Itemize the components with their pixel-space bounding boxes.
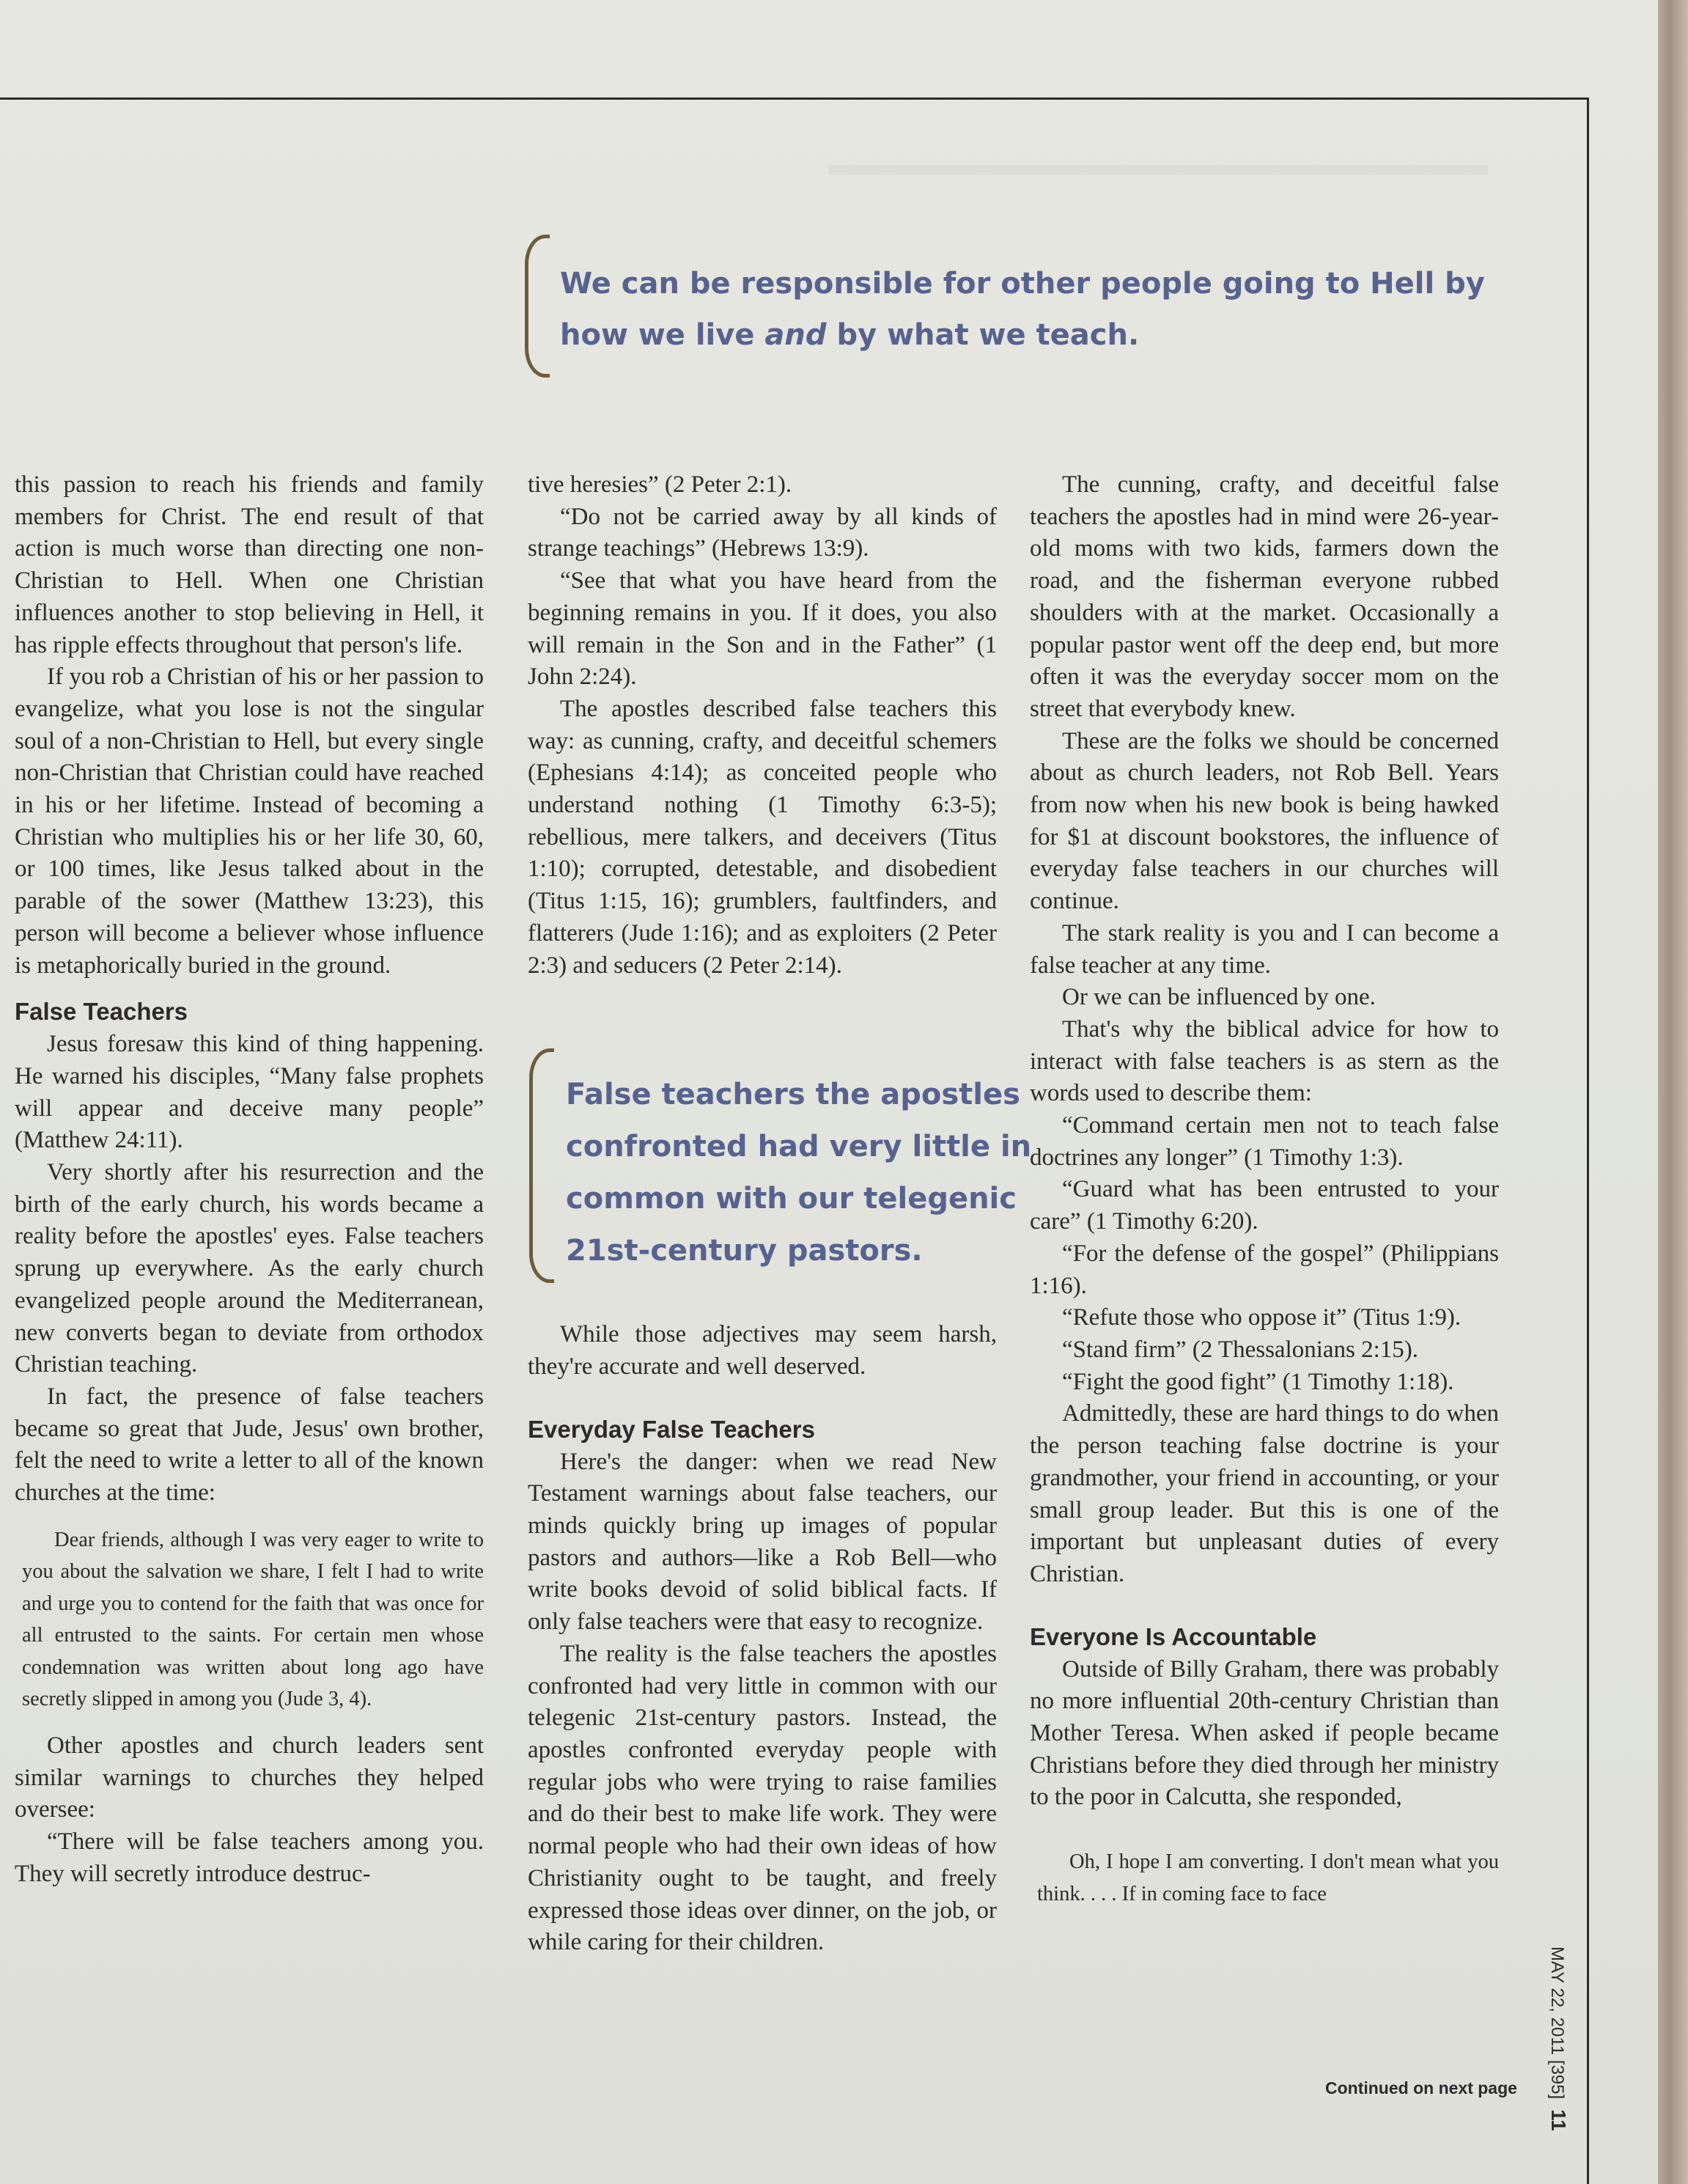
block-quote: Oh, I hope I am converting. I don't mean what you think. . . . If in coming face to face [1037,1850,1499,1905]
folio [1547,1946,1570,2131]
paragraph: “Stand firm” (2 Thessalonians 2:15). [1062,1336,1419,1363]
section-heading: Everyone Is Accountable [1030,1622,1317,1650]
paragraph: The reality is the false teachers the apostles confronted had very little in common with our telegenic 21st-century pastors. Instead, the apostles confronted everyday people with regular jobs who were trying to raise families and do their best to make life work. They were normal people who had their own ideas of how Christianity ought to be taught, and freely expressed those ideas over dinner, on the job, or while caring for their children. [528,1640,997,1956]
paragraph: Outside of Billy Graham, there was probably no more influential 20th-century Christian than Mother Teresa. When asked if people became Christians before they died through her ministry to the poor in Calcutta, she responded, [1030,1655,1499,1811]
paragraph: “Fight the good fight” (1 Timothy 1:18). [1062,1368,1454,1395]
paragraph: These are the folks we should be concerned about as church leaders, not Rob Bell. Years from now when his new book is being hawked for $1 at discount bookstores, the influence of everyday false teachers in our churches will continue. [1030,727,1499,915]
paragraph: “See that what you have heard from the beginning remains in you. If it does, you also will remain in the Son and in the Father” (1 John 2:24). [528,567,997,691]
pull-quote-bracket-middle [529,1048,554,1283]
block-quote: Dear friends, although I was very eager to write to you about the salvation we share, I felt I had to write and urge you to contend for the faith that was once for all entrusted to the saints. For certain men whose condemnation was written about long ago have secretly slipped in among you (Jude 3, 4). [22,1528,484,1711]
paragraph: The stark reality is you and I can become a false teacher at any time. [1030,919,1499,979]
paragraph: If you rob a Christian of his or her passion to evangelize, what you lose is not the singular soul of a non-Christian to Hell, but every single non-Christian that Christian could have reached in his or her lifetime. Instead of becoming a Christian who multiplies his or her life 30, 60, or 100 times, like Jesus talked about in the parable of the sower (Matthew 13:23), this person will become a believer whose influence is metaphorically buried in the ground. [15,663,484,979]
pull-quote-middle [566,1069,1031,1277]
paragraph: Here's the danger: when we read New Testament warnings about false teachers, our minds quickly bring up images of popular pastors and authors—like a Rob Bell—who write books devoid of solid biblical facts. If only false teachers were that easy to recognize. [528,1448,997,1636]
paragraph: “Do not be carried away by all kinds of strange teachings” (Hebrews 13:9). [528,503,997,562]
pull-quote-middle-line: False teachers the apostles [566,1078,1020,1111]
paragraph: Very shortly after his resurrection and the birth of the early church, his words became a reality before the apostles' eyes. False teachers sprung up everywhere. As the early church evangelized people around the Mediterranean, new converts began to deviate from orthodox Christian teaching. [15,1159,484,1378]
folio-date: MAY 22, 2011 [395] [1547,1946,1567,2100]
pull-quote-bracket-top [525,235,550,378]
paragraph: That's why the biblical advice for how to interact with false teachers is as stern as the words used to describe them: [1030,1015,1499,1107]
paragraph: In fact, the presence of false teachers became so great that Jude, Jesus' own brother, felt the need to write a letter to all of the known churches at the time: [15,1383,484,1507]
show-through [828,165,1488,175]
pull-quote-top-line: how we live and by what we teach. [560,318,1140,352]
pull-quote-middle-line: 21st-century pastors. [566,1234,923,1268]
column-right [1030,469,1499,1924]
section-heading: Everyday False Teachers [528,1415,815,1443]
paragraph: tive heresies” (2 Peter 2:1). [528,471,792,498]
section-heading: False Teachers [15,998,188,1026]
paragraph: “There will be false teachers among you. They will secretly introduce destruc- [15,1828,484,1887]
paragraph: “Refute those who oppose it” (Titus 1:9). [1062,1304,1462,1331]
pull-quote-top-line: We can be responsible for other people going to Hell by [560,267,1485,301]
paragraph: “For the defense of the gospel” (Philippians 1:16). [1030,1240,1499,1299]
paragraph: The cunning, crafty, and deceitful false teachers the apostles had in mind were 26-year-old moms with two kids, farmers down the road, and the fisherman everyone rubbed shoulders with at the market. Occasionally a popular pastor went off the deep end, but more often it was the everyday soccer mom on the street that everybody knew. [1030,471,1499,722]
pull-quote-middle-line: confronted had very little in [566,1130,1032,1163]
continued-notice: Continued on next page [1325,2078,1517,2097]
paragraph: “Guard what has been entrusted to your care” (1 Timothy 6:20). [1030,1176,1499,1235]
page-edge [1658,0,1688,2184]
paragraph: this passion to reach his friends and family members for Christ. The end result of that action is much worse than directing one non-Christian to Hell. When one Christian influences another to stop believing in Hell, it has ripple effects throughout that person's life. [15,471,484,658]
column-left [15,469,484,1890]
paragraph: “Command certain men not to teach false doctrines any longer” (1 Timothy 1:3). [1030,1112,1499,1171]
paragraph: Or we can be influenced by one. [1062,984,1376,1011]
paragraph: Jesus foresaw this kind of thing happening. He warned his disciples, “Many false prophets will appear and deceive many people” (Matthew 24:11). [15,1031,484,1154]
pull-quote-emphasis: and [764,318,827,352]
pull-quote-middle-line: common with our telegenic [566,1182,1017,1216]
paragraph: Admittedly, these are hard things to do when the person teaching false doctrine is your grandmother, your friend in accounting, or your small group leader. But this is one of the important but unpleasant duties of every Christian. [1030,1400,1499,1587]
pull-quote-top [560,258,1485,361]
page-number: 11 [1547,2109,1570,2131]
paragraph: Other apostles and church leaders sent similar warnings to churches they helped oversee: [15,1732,484,1823]
paragraph: While those adjectives may seem harsh, they're accurate and well deserved. [528,1321,997,1380]
paragraph: The apostles described false teachers this way: as cunning, crafty, and deceitful schemers (Ephesians 4:14); as conceited people who understand nothing (1 Timothy 6:3-5); rebellious, mere talkers, and deceivers (Titus 1:10); corrupted, detestable, and disobedient (Titus 1:15, 16); grumblers, faultfinders, and flatterers (Jude 1:16); and as exploiters (2 Peter 2:3) and seducers (2 Peter 2:14). [528,695,997,979]
